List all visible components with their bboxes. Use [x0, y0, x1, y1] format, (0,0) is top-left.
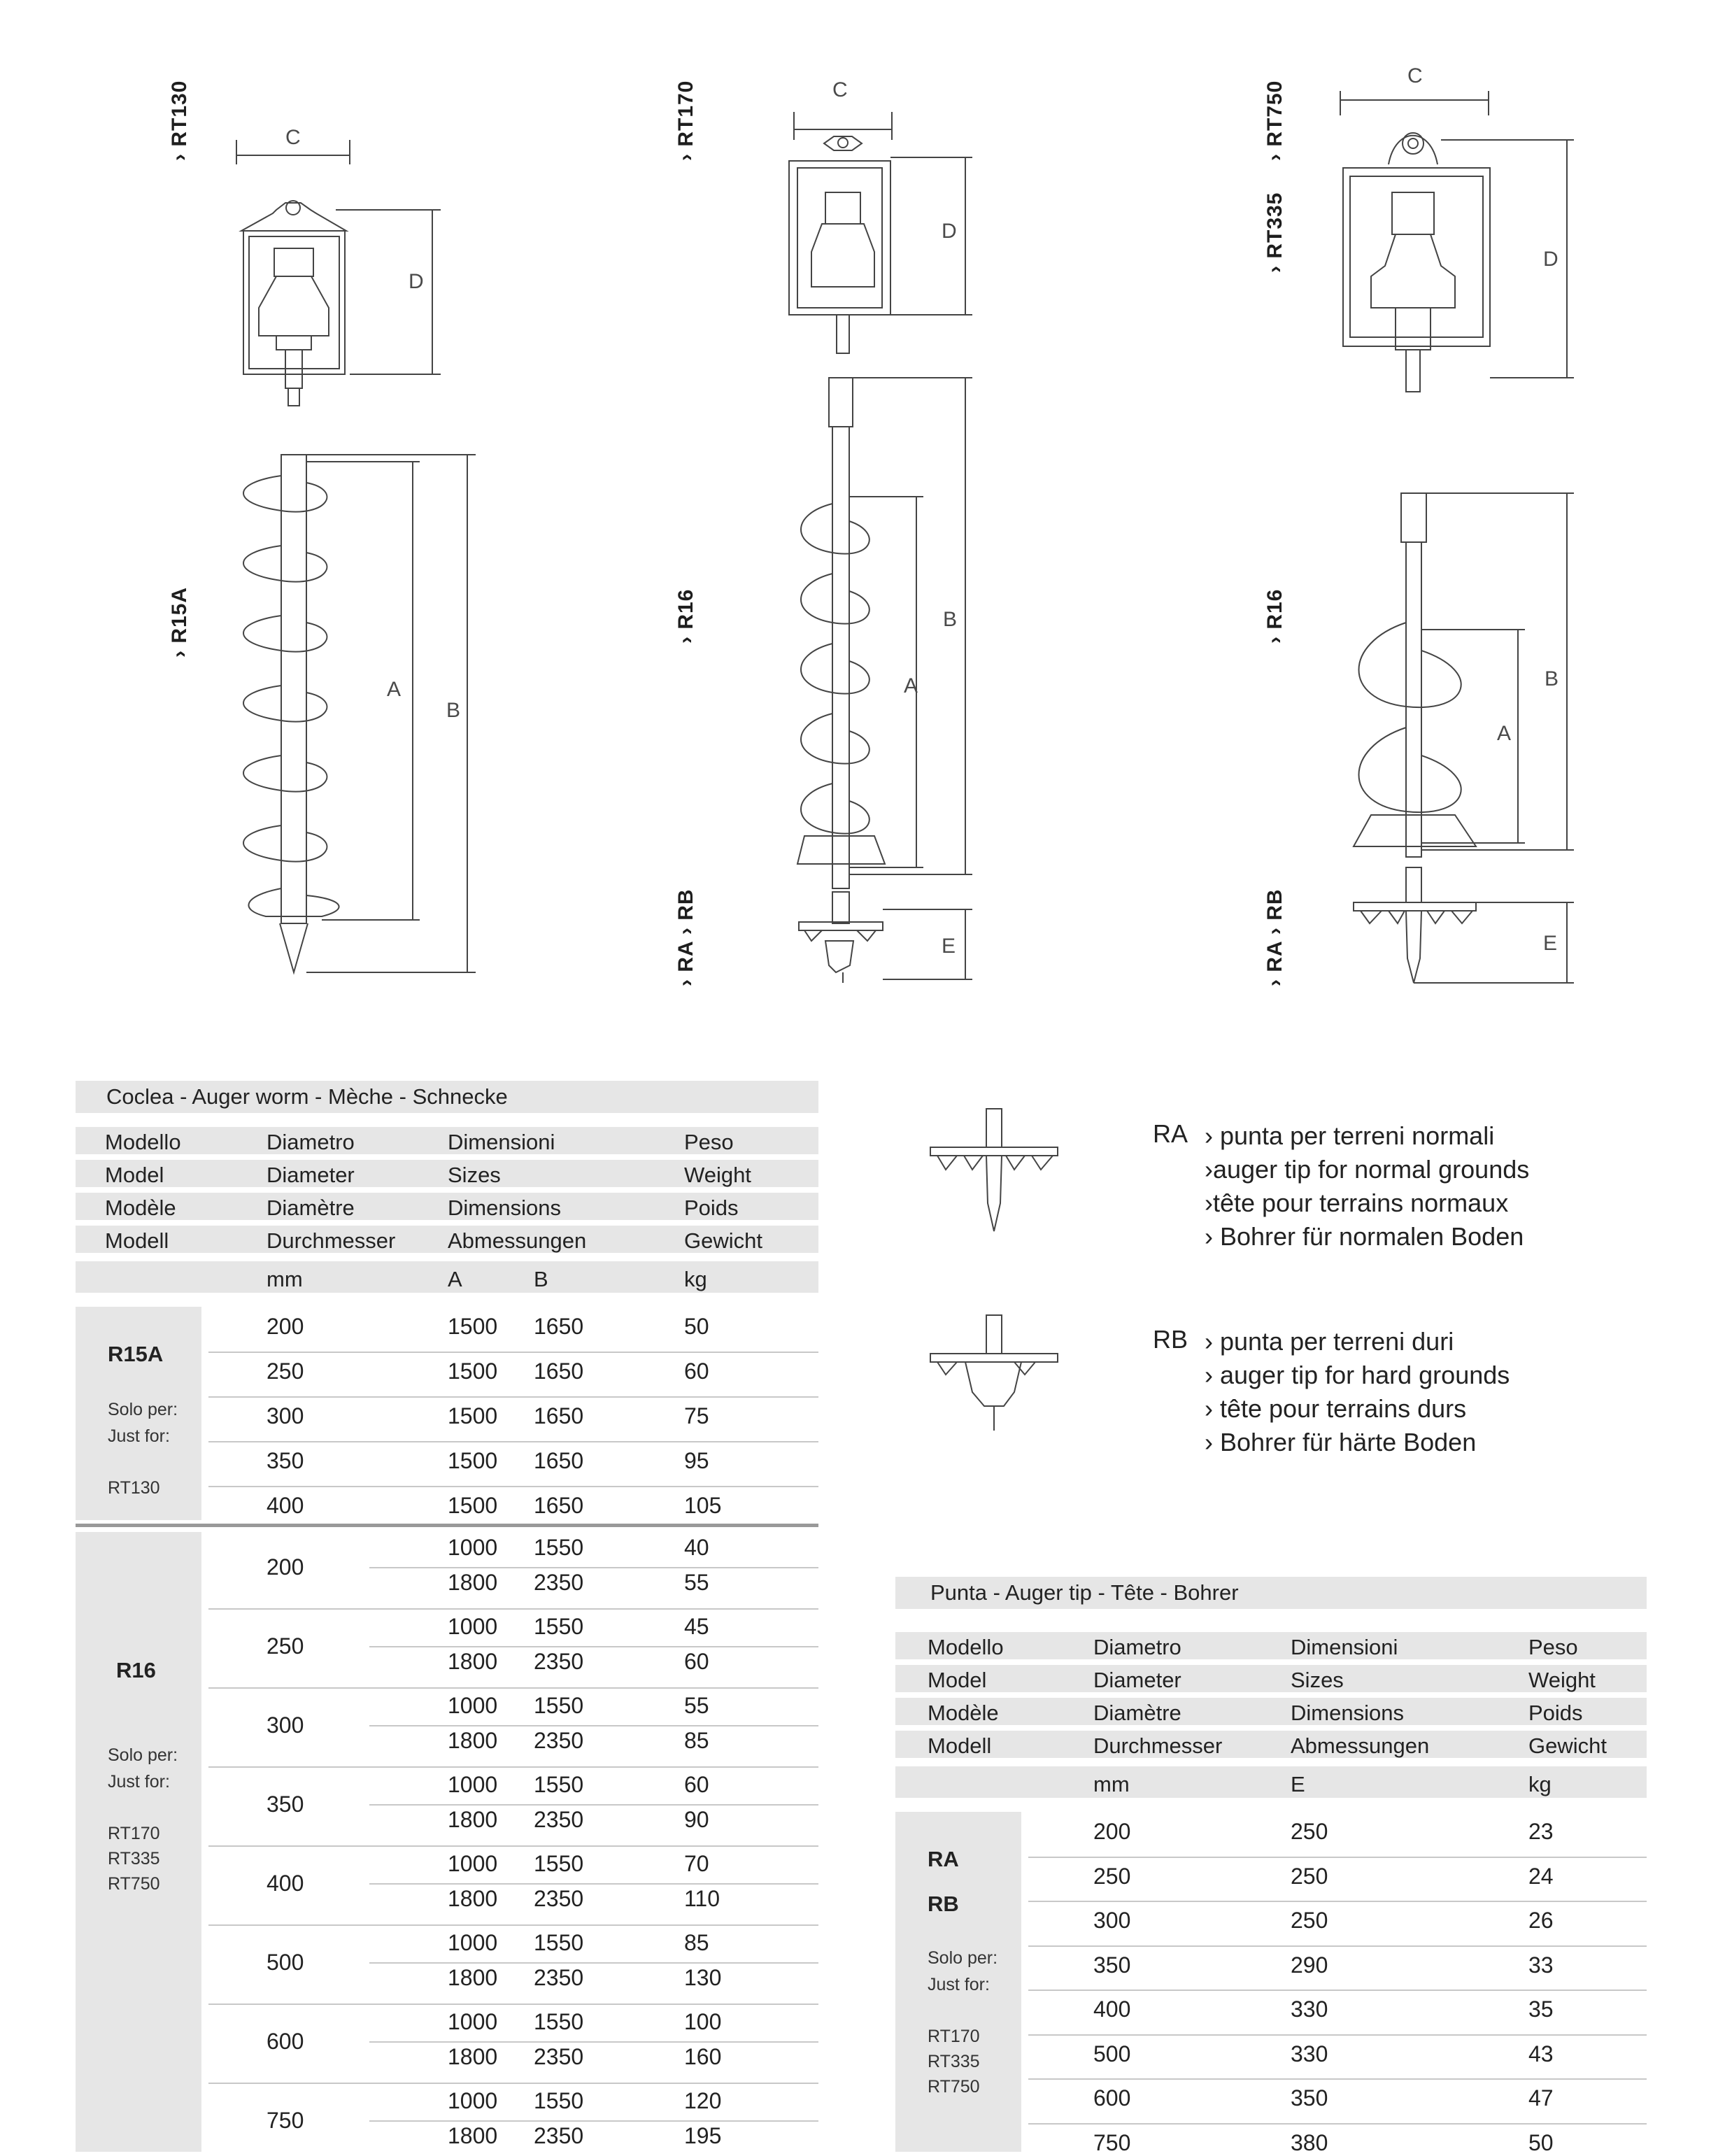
- weight-cell: 75: [684, 1403, 709, 1428]
- dimension-a-cell: 1500: [448, 1448, 498, 1473]
- weight-cell: 90: [684, 1807, 709, 1832]
- header-cell: Model: [928, 1668, 987, 1692]
- r16-model-2: RT335: [108, 1849, 160, 1868]
- label-r16-col2: › R16: [674, 588, 697, 644]
- dim-c-col3: C: [1407, 64, 1423, 87]
- dimension-b-cell: 1550: [534, 1851, 584, 1876]
- ra-line-1: › punta per terreni normali: [1205, 1121, 1495, 1150]
- row-divider: [208, 1608, 818, 1610]
- dimension-a-cell: 1000: [448, 1851, 498, 1876]
- row-divider: [208, 1924, 818, 1926]
- unit-b: B: [534, 1267, 548, 1291]
- row-divider: [208, 1441, 818, 1442]
- technical-drawings: [0, 0, 1725, 1049]
- dimension-e-cell: 350: [1291, 2085, 1328, 2111]
- header-cell: Dimensions: [1291, 1701, 1404, 1725]
- tip-header-row-it: [895, 1630, 1647, 1659]
- unit-a: A: [448, 1267, 462, 1291]
- dimension-b-cell: 2350: [534, 1965, 584, 1990]
- dim-a-col2: A: [904, 674, 918, 697]
- auger-header-row-de: [76, 1224, 818, 1253]
- r16-note-2: Just for:: [108, 1772, 170, 1792]
- header-cell: Poids: [1528, 1701, 1583, 1725]
- dim-c-col2: C: [832, 78, 848, 101]
- rb-line-1: › punta per terreni duri: [1205, 1327, 1454, 1356]
- dimension-a-cell: 1500: [448, 1314, 498, 1339]
- weight-cell: 26: [1528, 1908, 1554, 1933]
- dimension-a-cell: 1800: [448, 1649, 498, 1674]
- tip-header-row-en: [895, 1663, 1647, 1692]
- weight-cell: 70: [684, 1851, 709, 1876]
- dimension-a-cell: 1800: [448, 2123, 498, 2148]
- rb-description: [1205, 1325, 1510, 1459]
- header-cell: Dimensioni: [1291, 1635, 1398, 1659]
- header-cell: Sizes: [1291, 1668, 1344, 1692]
- weight-cell: 35: [1528, 1997, 1554, 2022]
- diameter-cell: 600: [1093, 2085, 1131, 2111]
- header-cell: Peso: [1528, 1635, 1578, 1659]
- row-divider: [208, 2083, 818, 2084]
- dimension-a-cell: 1000: [448, 1614, 498, 1639]
- diameter-cell: 200: [267, 1554, 304, 1580]
- weight-cell: 85: [684, 1930, 709, 1955]
- diameter-cell: 400: [267, 1493, 304, 1518]
- diameter-cell: 400: [267, 1871, 304, 1896]
- weight-cell: 55: [684, 1693, 709, 1718]
- dimension-a-cell: 1500: [448, 1403, 498, 1428]
- ra-line-4: › Bohrer für normalen Boden: [1205, 1222, 1524, 1251]
- header-cell: Dimensions: [448, 1196, 561, 1220]
- tip-note-2: Just for:: [928, 1975, 990, 1994]
- dimension-b-cell: 2350: [534, 1649, 584, 1674]
- auger-units-row: [76, 1259, 818, 1293]
- header-cell: Model: [105, 1163, 164, 1187]
- dimension-e-cell: 330: [1291, 1997, 1328, 2022]
- row-divider: [1028, 1945, 1647, 1947]
- diameter-cell: 500: [267, 1950, 304, 1975]
- auger-header-row-it: [76, 1125, 818, 1154]
- row-divider: [208, 1352, 818, 1353]
- unit-e: E: [1291, 1772, 1305, 1796]
- dim-a-col1: A: [387, 678, 402, 701]
- r15a-auger: [243, 455, 476, 972]
- row-divider: [208, 1486, 818, 1487]
- dim-d-col1: D: [409, 270, 424, 293]
- diameter-cell: 600: [267, 2029, 304, 2054]
- label-ra-rb-col3: › RA › RB: [1263, 888, 1286, 986]
- header-cell: Modèle: [105, 1196, 176, 1220]
- weight-cell: 100: [684, 2009, 722, 2034]
- weight-cell: 23: [1528, 1819, 1554, 1844]
- header-cell: Modell: [105, 1228, 169, 1253]
- dimension-a-cell: 1500: [448, 1493, 498, 1518]
- tip-model-1: RT170: [928, 2027, 980, 2046]
- tip-header-row-de: [895, 1729, 1647, 1758]
- row-divider: [1028, 2123, 1647, 2125]
- weight-cell: 110: [684, 1886, 720, 1911]
- dimension-e-cell: 290: [1291, 1952, 1328, 1978]
- rt750-drive-head: [1340, 64, 1574, 392]
- sub-row-divider: [369, 2041, 818, 2043]
- auger-group-separator: [76, 1524, 818, 1527]
- dimension-e-cell: 330: [1291, 2041, 1328, 2066]
- dimension-b-cell: 2350: [534, 2044, 584, 2069]
- tip-model-2: RT335: [928, 2052, 980, 2071]
- header-cell: Diamètre: [267, 1196, 355, 1220]
- auger-header-row-en: [76, 1158, 818, 1187]
- diameter-cell: 250: [267, 1633, 304, 1659]
- dim-b-col2: B: [943, 608, 958, 631]
- weight-cell: 160: [684, 2044, 722, 2069]
- r15a-name: R15A: [108, 1342, 164, 1366]
- diameter-cell: 350: [267, 1448, 304, 1473]
- dimension-a-cell: 1000: [448, 2009, 498, 2034]
- sub-row-divider: [369, 1725, 818, 1726]
- diameter-cell: 350: [1093, 1952, 1131, 1978]
- tip-drawing-col2: [799, 892, 972, 983]
- dimension-a-cell: 1800: [448, 2044, 498, 2069]
- header-cell: Diameter: [267, 1163, 355, 1187]
- dimension-b-cell: 1550: [534, 2088, 584, 2113]
- row-divider: [1028, 2078, 1647, 2080]
- dimension-a-cell: 1800: [448, 1886, 498, 1911]
- header-cell: Modèle: [928, 1701, 999, 1725]
- header-cell: Dimensioni: [448, 1130, 555, 1154]
- tip-table-header: [895, 1630, 1647, 1805]
- sub-row-divider: [369, 1567, 818, 1568]
- dimension-b-cell: 2350: [534, 1728, 584, 1753]
- dimension-b-cell: 1550: [534, 1535, 584, 1560]
- tip-group-name-2: RB: [928, 1892, 959, 1916]
- rb-line-2: › auger tip for hard grounds: [1205, 1361, 1510, 1389]
- weight-cell: 43: [1528, 2041, 1554, 2066]
- dimension-e-cell: 250: [1291, 1819, 1328, 1844]
- rb-tip-icon: [930, 1315, 1058, 1431]
- auger-table-header: [76, 1125, 818, 1300]
- diameter-cell: 300: [1093, 1908, 1131, 1933]
- tip-units-row: [895, 1764, 1647, 1798]
- dimension-b-cell: 1550: [534, 1614, 584, 1639]
- ra-code: RA: [1153, 1119, 1188, 1148]
- unit-mm: mm: [1093, 1772, 1130, 1796]
- label-rt335: › RT335: [1263, 192, 1286, 273]
- dimension-b-cell: 1650: [534, 1448, 584, 1473]
- rt130-drive-head: [236, 126, 441, 406]
- header-cell: Diametro: [1093, 1635, 1181, 1659]
- dimension-b-cell: 1550: [534, 1772, 584, 1797]
- row-divider: [208, 1687, 818, 1689]
- weight-cell: 45: [684, 1614, 709, 1639]
- r15a-note-1: Solo per:: [108, 1400, 178, 1419]
- rb-line-3: › tête pour terrains durs: [1205, 1394, 1467, 1423]
- header-cell: Durchmesser: [267, 1228, 396, 1253]
- dimension-a-cell: 1000: [448, 1930, 498, 1955]
- r16-group-cell: [76, 1532, 201, 2152]
- weight-cell: 50: [684, 1314, 709, 1339]
- tip-model-3: RT750: [928, 2077, 980, 2097]
- ra-tip-icon: [930, 1109, 1058, 1231]
- diameter-cell: 750: [267, 2108, 304, 2133]
- dim-e-col2: E: [942, 935, 956, 958]
- row-divider: [1028, 1990, 1647, 1991]
- r16-note-1: Solo per:: [108, 1745, 178, 1765]
- ra-rb-group-cell: [895, 1812, 1021, 2152]
- dimension-a-cell: 1800: [448, 1965, 498, 1990]
- dimension-b-cell: 2350: [534, 1570, 584, 1595]
- auger-table-title: Coclea - Auger worm - Mèche - Schnecke: [76, 1081, 818, 1113]
- header-cell: Weight: [1528, 1668, 1596, 1692]
- r16-auger-col3: [1354, 493, 1574, 857]
- dimension-a-cell: 1000: [448, 2088, 498, 2113]
- weight-cell: 33: [1528, 1952, 1554, 1978]
- r16-name: R16: [116, 1658, 156, 1682]
- header-cell: Abmessungen: [448, 1228, 587, 1253]
- dimension-b-cell: 1650: [534, 1359, 584, 1384]
- row-divider: [1028, 1857, 1647, 1858]
- header-cell: Gewicht: [1528, 1733, 1607, 1758]
- weight-cell: 105: [684, 1493, 722, 1518]
- header-cell: Gewicht: [684, 1228, 762, 1253]
- label-rt130: › RT130: [168, 80, 191, 161]
- dimension-b-cell: 2350: [534, 1807, 584, 1832]
- diameter-cell: 200: [267, 1314, 304, 1339]
- dim-b-col1: B: [446, 699, 461, 722]
- dim-e-col3: E: [1543, 932, 1558, 955]
- tip-group-name-1: RA: [928, 1847, 959, 1871]
- r15a-group-cell: [76, 1307, 201, 1520]
- weight-cell: 50: [1528, 2130, 1554, 2155]
- dim-b-col3: B: [1545, 667, 1559, 690]
- header-cell: Diameter: [1093, 1668, 1181, 1692]
- weight-cell: 95: [684, 1448, 709, 1473]
- dimension-b-cell: 2350: [534, 1886, 584, 1911]
- weight-cell: 47: [1528, 2085, 1554, 2111]
- r16-model-3: RT750: [108, 1874, 160, 1894]
- header-cell: Peso: [684, 1130, 734, 1154]
- dimension-a-cell: 1800: [448, 1728, 498, 1753]
- sub-row-divider: [369, 2120, 818, 2122]
- header-cell: Weight: [684, 1163, 751, 1187]
- dimension-a-cell: 1800: [448, 1807, 498, 1832]
- diameter-cell: 350: [267, 1792, 304, 1817]
- dim-d-col2: D: [942, 220, 957, 243]
- dimension-b-cell: 2350: [534, 2123, 584, 2148]
- diameter-cell: 750: [1093, 2130, 1131, 2155]
- row-divider: [208, 1845, 818, 1847]
- sub-row-divider: [369, 1646, 818, 1647]
- weight-cell: 130: [684, 1965, 722, 1990]
- unit-mm: mm: [267, 1267, 303, 1291]
- tip-header-row-fr: [895, 1696, 1647, 1725]
- weight-cell: 85: [684, 1728, 709, 1753]
- ra-description: [1205, 1119, 1529, 1254]
- row-divider: [1028, 1901, 1647, 1902]
- weight-cell: 195: [684, 2123, 722, 2148]
- row-divider: [208, 2003, 818, 2005]
- dimension-e-cell: 380: [1291, 2130, 1328, 2155]
- diameter-cell: 200: [1093, 1819, 1131, 1844]
- weight-cell: 40: [684, 1535, 709, 1560]
- unit-kg: kg: [1528, 1772, 1552, 1796]
- weight-cell: 24: [1528, 1864, 1554, 1889]
- dimension-a-cell: 1000: [448, 1693, 498, 1718]
- auger-header-row-fr: [76, 1191, 818, 1220]
- rb-code: RB: [1153, 1325, 1188, 1354]
- label-r16-col3: › R16: [1263, 588, 1286, 644]
- diameter-cell: 400: [1093, 1997, 1131, 2022]
- tip-drawing-col3: [1354, 867, 1574, 983]
- header-cell: Sizes: [448, 1163, 501, 1187]
- header-cell: Diamètre: [1093, 1701, 1181, 1725]
- weight-cell: 60: [684, 1772, 709, 1797]
- header-cell: Diametro: [267, 1130, 355, 1154]
- ra-line-2: ›auger tip for normal grounds: [1205, 1155, 1530, 1184]
- diameter-cell: 500: [1093, 2041, 1131, 2066]
- dimension-b-cell: 1550: [534, 1930, 584, 1955]
- dimension-e-cell: 250: [1291, 1908, 1328, 1933]
- r15a-models: RT130: [108, 1478, 160, 1498]
- dimension-b-cell: 1650: [534, 1403, 584, 1428]
- sub-row-divider: [369, 1804, 818, 1806]
- header-cell: Poids: [684, 1196, 739, 1220]
- label-rt170: › RT170: [674, 80, 697, 161]
- dimension-a-cell: 1000: [448, 1772, 498, 1797]
- diameter-cell: 250: [1093, 1864, 1131, 1889]
- row-divider: [208, 1396, 818, 1398]
- weight-cell: 60: [684, 1359, 709, 1384]
- diameter-cell: 250: [267, 1359, 304, 1384]
- diameter-cell: 300: [267, 1403, 304, 1428]
- dim-a-col3: A: [1497, 722, 1512, 745]
- label-rt750: › RT750: [1263, 80, 1286, 161]
- label-r15a: › R15A: [168, 586, 191, 658]
- weight-cell: 55: [684, 1570, 709, 1595]
- ra-line-3: ›tête pour terrains normaux: [1205, 1189, 1509, 1217]
- label-ra-rb-col2: › RA › RB: [674, 888, 697, 986]
- r15a-note-2: Just for:: [108, 1426, 170, 1446]
- header-cell: Modello: [928, 1635, 1004, 1659]
- diameter-cell: 300: [267, 1712, 304, 1738]
- dimension-b-cell: 1650: [534, 1493, 584, 1518]
- unit-kg: kg: [684, 1267, 707, 1291]
- header-cell: Durchmesser: [1093, 1733, 1223, 1758]
- dimension-b-cell: 1550: [534, 2009, 584, 2034]
- rt170-drive-head: [789, 78, 972, 353]
- dimension-a-cell: 1000: [448, 1535, 498, 1560]
- dimension-a-cell: 1500: [448, 1359, 498, 1384]
- sub-row-divider: [369, 1962, 818, 1964]
- weight-cell: 120: [684, 2088, 722, 2113]
- dim-c-col1: C: [285, 126, 301, 149]
- sub-row-divider: [369, 1883, 818, 1885]
- rb-line-4: › Bohrer für härte Boden: [1205, 1428, 1477, 1456]
- dim-d-col3: D: [1543, 248, 1559, 271]
- dimension-e-cell: 250: [1291, 1864, 1328, 1889]
- header-cell: Modell: [928, 1733, 992, 1758]
- row-divider: [208, 1766, 818, 1768]
- r16-model-1: RT170: [108, 1824, 160, 1843]
- dimension-a-cell: 1800: [448, 1570, 498, 1595]
- row-divider: [1028, 2034, 1647, 2036]
- r16-auger-col2: [797, 378, 972, 888]
- header-cell: Modello: [105, 1130, 181, 1154]
- dimension-b-cell: 1550: [534, 1693, 584, 1718]
- tip-table-title: Punta - Auger tip - Tête - Bohrer: [895, 1577, 1647, 1609]
- header-cell: Abmessungen: [1291, 1733, 1430, 1758]
- weight-cell: 60: [684, 1649, 709, 1674]
- tip-legend-drawings: [916, 1105, 1098, 1455]
- tip-note-1: Solo per:: [928, 1948, 998, 1968]
- dimension-b-cell: 1650: [534, 1314, 584, 1339]
